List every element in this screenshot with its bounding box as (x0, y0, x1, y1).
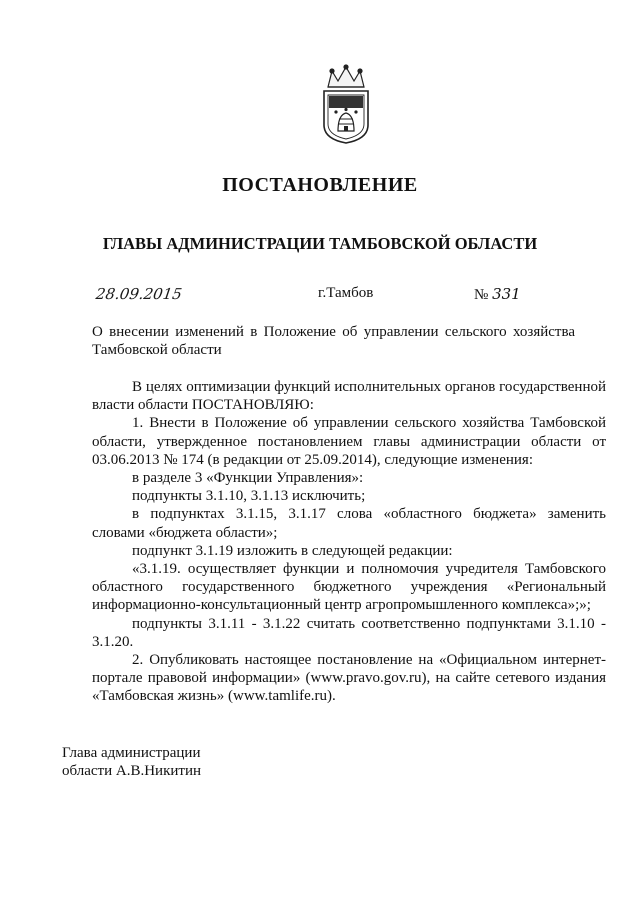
tambov-region-coat-of-arms-icon (318, 63, 374, 145)
body-paragraph-item-1: 1. Внести в Положение об управлении сельского хозяйства Тамбовской области, утвержденное постановлением главы администрации области от 03.06.2013 № 174 (в редакции от 25.09.2014), следующие изменения: (92, 415, 606, 468)
body-paragraph-section-3: в разделе 3 «Функции Управления»: (132, 470, 364, 487)
document-number (474, 285, 521, 304)
document-subtitle: ГЛАВЫ АДМИНИСТРАЦИИ ТАМБОВСКОЙ ОБЛАСТИ (102, 234, 538, 253)
document-subject: О внесении изменений в Положение об управлении сельского хозяйства Тамбовской области (92, 324, 575, 358)
number-prefix: № (474, 287, 489, 303)
body-paragraph-quote: «3.1.19. осуществляет функции и полномочия учредителя Тамбовского областного государственного бюджетного учреждения «Региональный информационно-консультационный центр агропромышленного комплекса»;»; (92, 561, 606, 614)
body-paragraph-exclude: подпункты 3.1.10, 3.1.13 исключить; (132, 488, 366, 505)
signature-name: области А.В.Никитин (62, 763, 202, 779)
document-city: г.Тамбов (318, 285, 374, 301)
body-paragraph-item-2: 2. Опубликовать настоящее постановление на «Официальном интернет-портале правовой информации» (www.pravo.gov.ru), на сайте сетевого издания «Тамбовская жизнь» (www.tamlife.ru). (92, 652, 606, 705)
signature-block (62, 744, 201, 780)
body-paragraph-replace: в подпунктах 3.1.15, 3.1.17 слова «областного бюджета» заменить словами «бюджета области»; (92, 506, 606, 541)
signature-position: Глава администрации (62, 745, 201, 761)
number-value: 331 (492, 285, 521, 303)
document-title: ПОСТАНОВЛЕНИЕ (222, 174, 418, 196)
document-body (92, 378, 606, 706)
document-date: 28.09.2015 (94, 285, 184, 303)
body-paragraph-restate: подпункт 3.1.19 изложить в следующей редакции: (132, 542, 453, 559)
body-paragraph-renumber: подпункты 3.1.11 - 3.1.22 считать соответственно подпунктами 3.1.10 - 3.1.20. (92, 615, 606, 650)
body-paragraph-intro: В целях оптимизации функций исполнительных органов государственной власти области ПОСТАНОВЛЯЮ: (92, 379, 606, 414)
